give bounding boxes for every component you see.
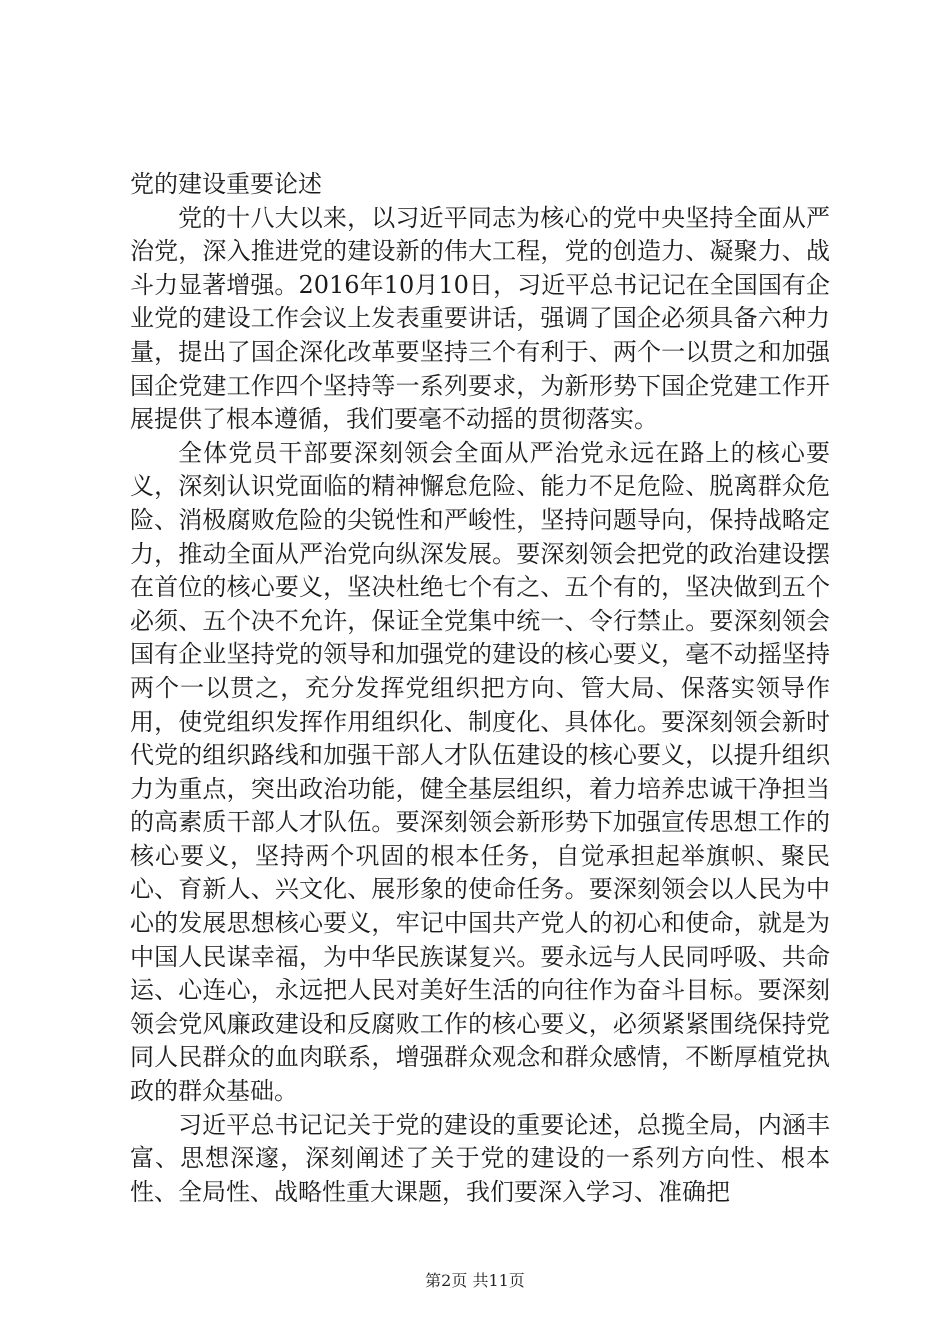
paragraph-1: 党的十八大以来，以习近平同志为核心的党中央坚持全面从严治党，深入推进党的建设新的伟大工程，党的创造力、凝聚力、战斗力显著增强。2016年10月10日，习近平总书记记在全国国有企业党的建设工作会议上发表重要讲话，强调了国企必须具备六种力量，提出了国企深化改革要坚持三个有利于、两个一以贯之和加强国企党建工作四个坚持等一系列要求，为新形势下国企党建工作开展提供了根本遵循，我们要毫不动摇的贯彻落实。 — [130, 203, 830, 434]
document-title: 党的建设重要论述 — [130, 170, 322, 198]
document-body — [130, 168, 830, 1209]
page-number-footer: 第2页 共11页 — [425, 1271, 525, 1290]
paragraph-3: 习近平总书记记关于党的建设的重要论述，总揽全局，内涵丰富、思想深邃，深刻阐述了关于党的建设的一系列方向性、根本性、全局性、战略性重大课题，我们要深入学习、准确把 — [130, 1110, 830, 1206]
paragraph-2: 全体党员干部要深刻领会全面从严治党永远在路上的核心要义，深刻认识党面临的精神懈怠危险、能力不足危险、脱离群众危险、消极腐败危险的尖锐性和严峻性，坚持问题导向，保持战略定力，推动全面从严治党向纵深发展。要深刻领会把党的政治建设摆在首位的核心要义，坚决杜绝七个有之、五个有的，坚决做到五个必须、五个决不允许，保证全党集中统一、令行禁止。要深刻领会国有企业坚持党的领导和加强党的建设的核心要义，毫不动摇坚持两个一以贯之，充分发挥党组织把方向、管大局、保落实领导作用，使党组织发挥作用组织化、制度化、具体化。要深刻领会新时代党的组织路线和加强干部人才队伍建设的核心要义，以提升组织力为重点，突出政治功能，健全基层组织，着力培养忠诚干净担当的高素质干部人才队伍。要深刻领会新形势下加强宣传思想工作的核心要义，坚持两个巩固的根本任务，自觉承担起举旗帜、聚民心、育新人、兴文化、展形象的使命任务。要深刻领会以人民为中心的发展思想核心要义，牢记中国共产党人的初心和使命，就是为中国人民谋幸福，为中华民族谋复兴。要永远与人民同呼吸、共命运、心连心，永远把人民对美好生活的向往作为奋斗目标。要深刻领会党风廉政建设和反腐败工作的核心要义，必须紧紧围绕保持党同人民群众的血肉联系，增强群众观念和群众感情，不断厚植党执政的群众基础。 — [130, 438, 830, 1106]
